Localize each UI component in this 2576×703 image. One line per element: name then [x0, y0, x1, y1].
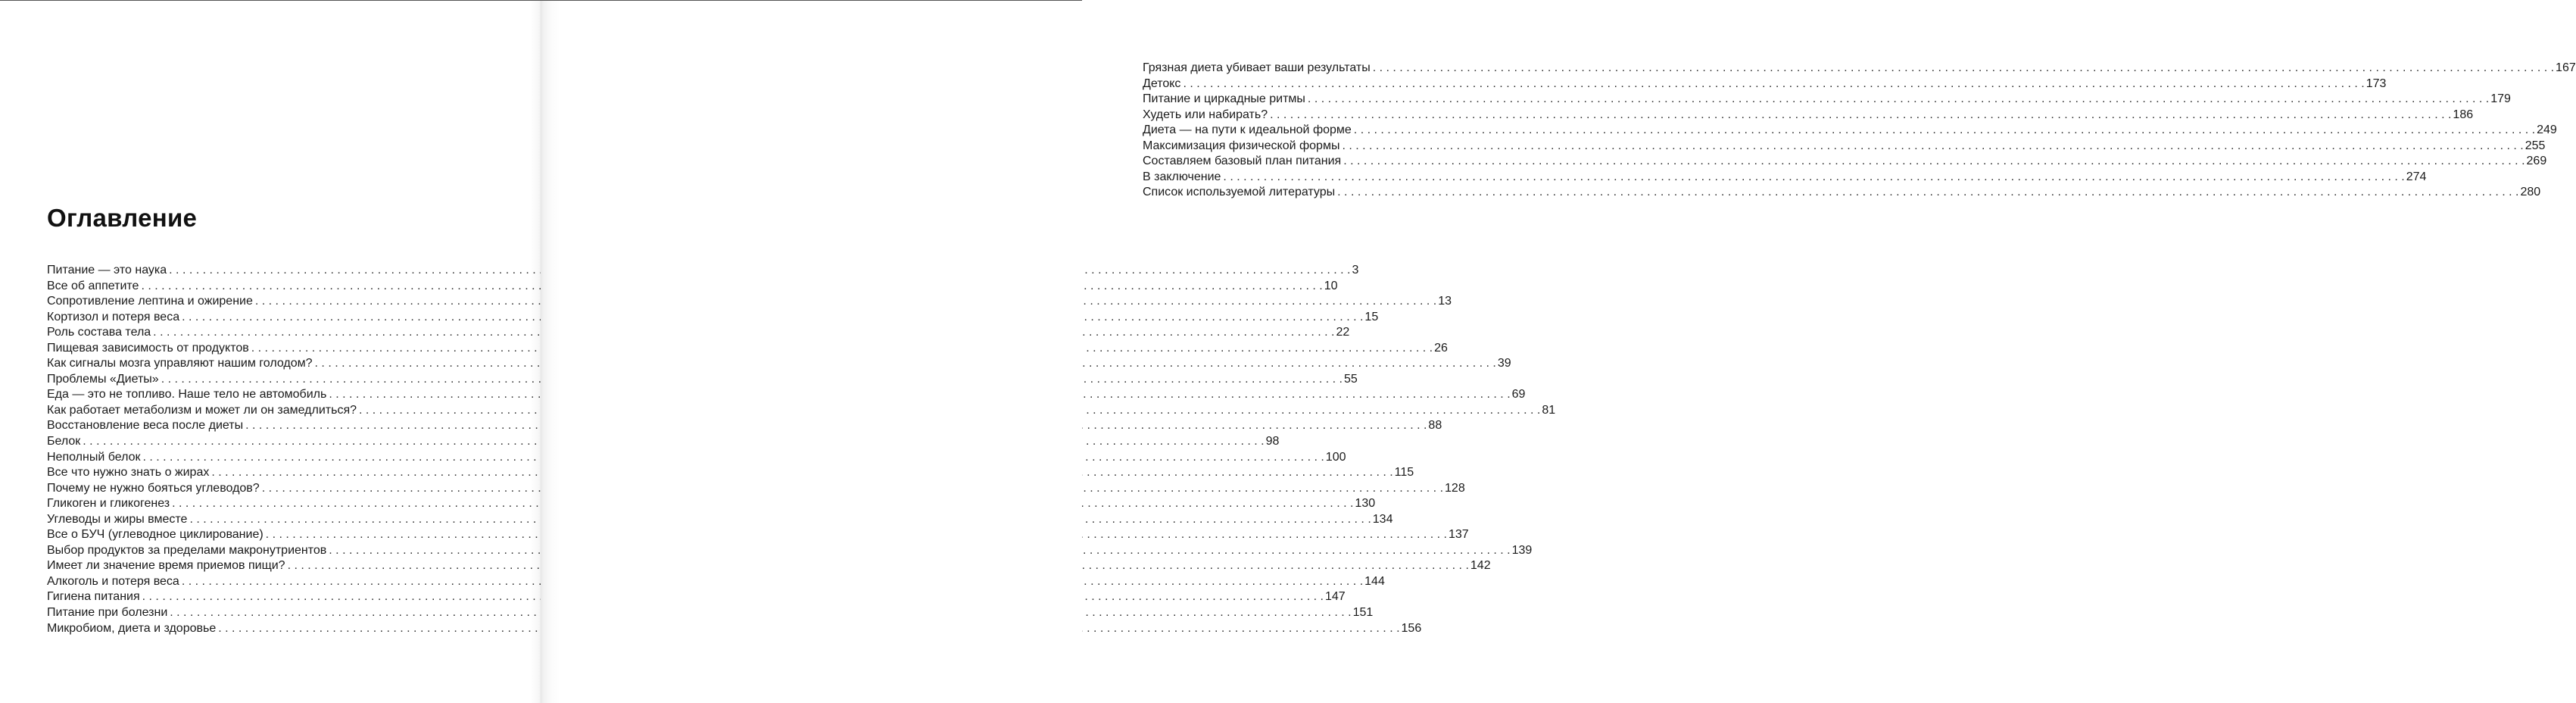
toc-entry[interactable]	[47, 543, 1533, 559]
toc-entry-title: В заключение	[1143, 170, 1221, 183]
toc-entry-page: 274	[2406, 170, 2427, 183]
toc-entry-page: 3	[1352, 264, 1359, 277]
toc-entry[interactable]	[1143, 61, 2576, 77]
toc-entry-page: 88	[1428, 419, 1442, 433]
toc-leader-dots	[1373, 61, 2554, 77]
toc-entry[interactable]	[47, 558, 1491, 574]
toc-entry-page: 55	[1344, 372, 1358, 386]
toc-entry-title: Алкоголь и потеря веса	[47, 574, 179, 588]
toc-entry-page: 128	[1445, 481, 1465, 495]
toc-entry-page: 10	[1324, 279, 1338, 292]
toc-entry-page: 115	[1394, 466, 1414, 480]
toc-leader-dots	[1223, 170, 2404, 186]
toc-entry-page: 130	[1355, 497, 1376, 511]
toc-entry[interactable]	[47, 341, 1448, 357]
toc-entry-page: 26	[1434, 341, 1448, 355]
toc-entry-title: Гликоген и гликогенез	[47, 497, 170, 511]
toc-entry[interactable]	[47, 605, 1374, 621]
toc-entry[interactable]	[47, 574, 1385, 590]
toc-entry[interactable]	[47, 589, 1346, 605]
toc-entry[interactable]	[47, 496, 1376, 512]
toc-leader-dots	[1183, 77, 2364, 92]
toc-entry[interactable]	[47, 418, 1442, 434]
toc-entry-title: Роль состава тела	[47, 326, 151, 339]
toc-entry-page: 81	[1542, 403, 1556, 417]
toc-leader-dots	[1337, 185, 2518, 201]
toc-entry-title: Питание и циркадные ритмы	[1143, 92, 1305, 106]
toc-entry[interactable]	[1143, 170, 2427, 186]
toc-entry-title: Почему не нужно бояться углеводов?	[47, 481, 260, 495]
toc-list-left	[47, 263, 1556, 636]
toc-leader-dots	[1354, 123, 2535, 139]
toc-entry-page: 255	[2525, 139, 2546, 152]
toc-entry-title: Как работает метаболизм и может ли он замедлиться?	[47, 403, 357, 417]
toc-entry-title: Выбор продуктов за пределами макронутриентов	[47, 543, 327, 557]
toc-entry-page: 167	[2556, 61, 2576, 74]
toc-entry-page: 134	[1372, 512, 1393, 526]
toc-entry-title: Кортизол и потеря веса	[47, 310, 180, 323]
toc-entry-title: Неполный белок	[47, 450, 141, 464]
toc-entry-title: Худеть или набирать?	[1143, 108, 1268, 121]
toc-entry-title: Углеводы и жиры вместе	[47, 512, 188, 526]
toc-entry-title: Пищевая зависимость от продуктов	[47, 341, 249, 355]
toc-entry-title: Гигиена питания	[47, 590, 140, 604]
toc-entry-title: Грязная диета убивает ваши результаты	[1143, 61, 1371, 74]
toc-entry[interactable]	[47, 621, 1422, 637]
toc-entry-page: 144	[1364, 574, 1385, 588]
toc-entry[interactable]	[47, 263, 1359, 279]
toc-entry-page: 142	[1470, 559, 1491, 573]
toc-entry-title: Питание при болезни	[47, 606, 168, 620]
toc-entry-page: 156	[1401, 621, 1422, 635]
toc-entry[interactable]	[47, 481, 1465, 497]
toc-entry[interactable]	[47, 356, 1511, 372]
toc-entry[interactable]	[47, 325, 1350, 341]
toc-entry[interactable]	[47, 387, 1526, 403]
toc-entry-page: 269	[2526, 155, 2547, 168]
toc-entry-title: Восстановление веса после диеты	[47, 419, 244, 433]
toc-entry-page: 280	[2520, 186, 2541, 199]
toc-entry[interactable]	[1143, 108, 2474, 123]
toc-entry-page: 147	[1324, 590, 1346, 604]
toc-entry-title: Максимизация физической формы	[1143, 139, 1340, 152]
toc-entry[interactable]	[47, 527, 1469, 543]
toc-entry-title: Диета — на пути к идеальной форме	[1143, 123, 1352, 137]
toc-entry[interactable]	[1143, 77, 2387, 92]
toc-entry[interactable]	[47, 372, 1358, 388]
toc-entry-page: 137	[1448, 528, 1469, 542]
toc-entry[interactable]	[47, 434, 1280, 450]
toc-entry-page: 139	[1511, 543, 1533, 557]
toc-entry[interactable]	[47, 450, 1346, 466]
toc-entry-page: 179	[2490, 92, 2511, 106]
toc-entry-title: Проблемы «Диеты»	[47, 372, 159, 386]
toc-entry[interactable]	[1143, 139, 2546, 155]
toc-entry-title: Все об аппетите	[47, 279, 139, 292]
toc-entry[interactable]	[1143, 123, 2557, 139]
toc-leader-dots	[1342, 139, 2523, 155]
toc-entry[interactable]	[1143, 154, 2547, 170]
toc-entry-title: Детокс	[1143, 77, 1181, 90]
toc-entry[interactable]	[47, 279, 1338, 295]
toc-entry-page: 39	[1497, 357, 1511, 370]
toc-entry-title: Имеет ли значение время приемов пищи?	[47, 559, 285, 573]
toc-entry[interactable]	[47, 512, 1393, 528]
toc-entry-page: 151	[1352, 606, 1374, 620]
toc-entry-page: 173	[2365, 77, 2387, 90]
toc-entry-page: 100	[1325, 450, 1346, 464]
toc-leader-dots	[1343, 154, 2525, 170]
toc-entry-title: Белок	[47, 435, 81, 448]
toc-entry[interactable]	[47, 465, 1414, 481]
toc-leader-dots	[1270, 108, 2451, 123]
toc-entry-title: Составляем базовый план питания	[1143, 155, 1342, 168]
toc-leader-dots	[1308, 92, 2489, 108]
toc-entry-title: Микробиом, диета и здоровье	[47, 621, 217, 635]
toc-entry-page: 249	[2537, 123, 2557, 137]
toc-entry-page: 15	[1364, 310, 1379, 323]
toc-entry-title: Все о БУЧ (углеводное циклирование)	[47, 528, 264, 542]
toc-entry-title: Как сигналы мозга управляют нашим голодом?	[47, 357, 313, 370]
toc-list-right	[1143, 61, 2576, 201]
toc-entry[interactable]	[47, 310, 1379, 326]
toc-entry-page: 186	[2453, 108, 2474, 121]
toc-entry[interactable]	[1143, 92, 2511, 108]
toc-entry-title: Еда — это не топливо. Наше тело не автомобиль	[47, 388, 327, 401]
toc-entry-page: 69	[1511, 388, 1526, 401]
toc-entry-title: Сопротивление лептина и ожирение	[47, 295, 253, 308]
toc-entry-title: Все что нужно знать о жирах	[47, 466, 210, 480]
toc-entry-page: 98	[1265, 435, 1280, 448]
toc-entry-page: 13	[1438, 295, 1452, 308]
toc-entry-title: Питание — это наука	[47, 264, 167, 277]
page-title: Оглавление	[47, 204, 198, 232]
toc-entry[interactable]	[47, 403, 1556, 419]
toc-entry-page: 22	[1336, 326, 1350, 339]
toc-entry-title: Список используемой литературы	[1143, 186, 1336, 199]
toc-entry[interactable]	[1143, 185, 2541, 201]
toc-entry[interactable]	[47, 294, 1452, 310]
